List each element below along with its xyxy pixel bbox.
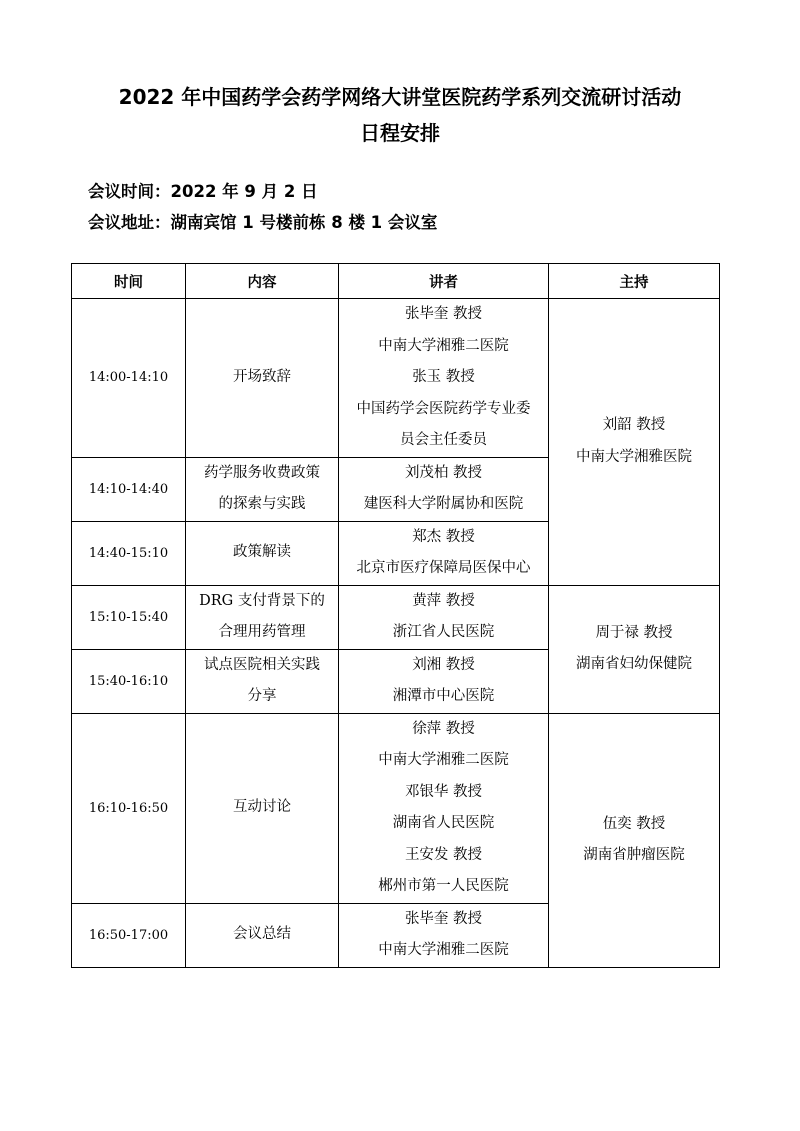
content-line: DRG 支付背景下的 (199, 592, 325, 609)
content-cell (186, 649, 339, 713)
host-cell (549, 299, 720, 586)
speaker-line: 黄萍 教授 (412, 592, 475, 609)
host-line: 湖南省肿瘤医院 (583, 847, 685, 863)
header-content: 内容 (186, 264, 339, 299)
content-line: 合理用药管理 (218, 624, 306, 640)
table-row (72, 585, 720, 649)
content-line: 互动讨论 (233, 799, 291, 816)
speaker-cell (339, 649, 549, 713)
time-cell: 14:10-14:40 (72, 457, 186, 521)
content-line: 试点医院相关实践 (204, 656, 320, 673)
speaker-line: 徐萍 教授 (412, 720, 475, 737)
time-cell: 15:10-15:40 (72, 585, 186, 649)
meeting-time: 会议时间：2022 年 9 月 2 日 (88, 182, 318, 201)
speaker-line: 建医科大学附属协和医院 (363, 496, 524, 512)
content-cell (186, 585, 339, 649)
speaker-cell (339, 299, 549, 458)
host-line: 刘韶 教授 (602, 417, 666, 434)
content-cell (186, 713, 339, 903)
document-subtitle: 日程安排 (360, 121, 440, 145)
time-cell: 16:10-16:50 (72, 713, 186, 903)
host-line: 湖南省妇幼保健院 (576, 656, 692, 672)
content-line: 的探索与实践 (218, 496, 306, 512)
content-line: 分享 (247, 688, 277, 704)
speaker-line: 北京市医疗保障局医保中心 (356, 560, 531, 576)
host-line: 周于禄 教授 (595, 624, 673, 641)
speaker-line: 中南大学湘雅二医院 (378, 752, 509, 768)
speaker-line: 湘潭市中心医院 (392, 688, 495, 704)
time-cell: 14:40-15:10 (72, 521, 186, 585)
time-cell: 15:40-16:10 (72, 649, 186, 713)
content-line: 政策解读 (233, 544, 291, 561)
host-cell (549, 585, 720, 713)
header-speaker: 讲者 (339, 264, 549, 299)
header-host: 主持 (549, 264, 720, 299)
speaker-line: 郑杰 教授 (412, 528, 475, 545)
host-line: 伍奕 教授 (602, 815, 666, 832)
speaker-line: 张玉 教授 (412, 369, 475, 385)
speaker-line: 中南大学湘雅二医院 (378, 942, 509, 958)
speaker-cell (339, 585, 549, 649)
meeting-address: 会议地址：湖南宾馆 1 号楼前栋 8 楼 1 会议室 (88, 213, 438, 232)
speaker-line: 浙江省人民医院 (392, 624, 495, 640)
content-line: 会议总结 (233, 926, 291, 943)
speaker-line: 邓银华 教授 (404, 783, 483, 800)
host-cell (549, 713, 720, 967)
time-cell: 14:00-14:10 (72, 299, 186, 458)
speaker-line: 员会主任委员 (400, 432, 487, 448)
speaker-line: 刘茂柏 教授 (404, 464, 483, 481)
speaker-cell (339, 903, 549, 967)
time-cell: 16:50-17:00 (72, 903, 186, 967)
header-time: 时间 (72, 264, 186, 299)
table-row (72, 713, 720, 903)
host-line: 中南大学湘雅医院 (576, 448, 692, 465)
speaker-line: 中国药学会医院药学专业委 (356, 400, 531, 417)
content-line: 开场致辞 (233, 369, 291, 385)
speaker-line: 刘湘 教授 (412, 656, 475, 673)
content-line: 药学服务收费政策 (204, 464, 320, 481)
speaker-line: 张毕奎 教授 (404, 910, 483, 927)
document-title: 2022 年中国药学会药学网络大讲堂医院药学系列交流研讨活动 (118, 85, 682, 109)
content-cell (186, 521, 339, 585)
speaker-line: 郴州市第一人民医院 (378, 878, 509, 894)
speaker-cell (339, 457, 549, 521)
speaker-line: 王安发 教授 (404, 846, 483, 863)
content-cell (186, 903, 339, 967)
speaker-cell (339, 713, 549, 903)
speaker-line: 中南大学湘雅二医院 (378, 337, 509, 354)
speaker-line: 张毕奎 教授 (404, 306, 483, 322)
speaker-line: 湖南省人民医院 (392, 815, 495, 831)
table-row (72, 299, 720, 458)
schedule-table (71, 263, 720, 968)
table-header-row (72, 264, 720, 299)
speaker-cell (339, 521, 549, 585)
content-cell (186, 299, 339, 458)
content-cell (186, 457, 339, 521)
